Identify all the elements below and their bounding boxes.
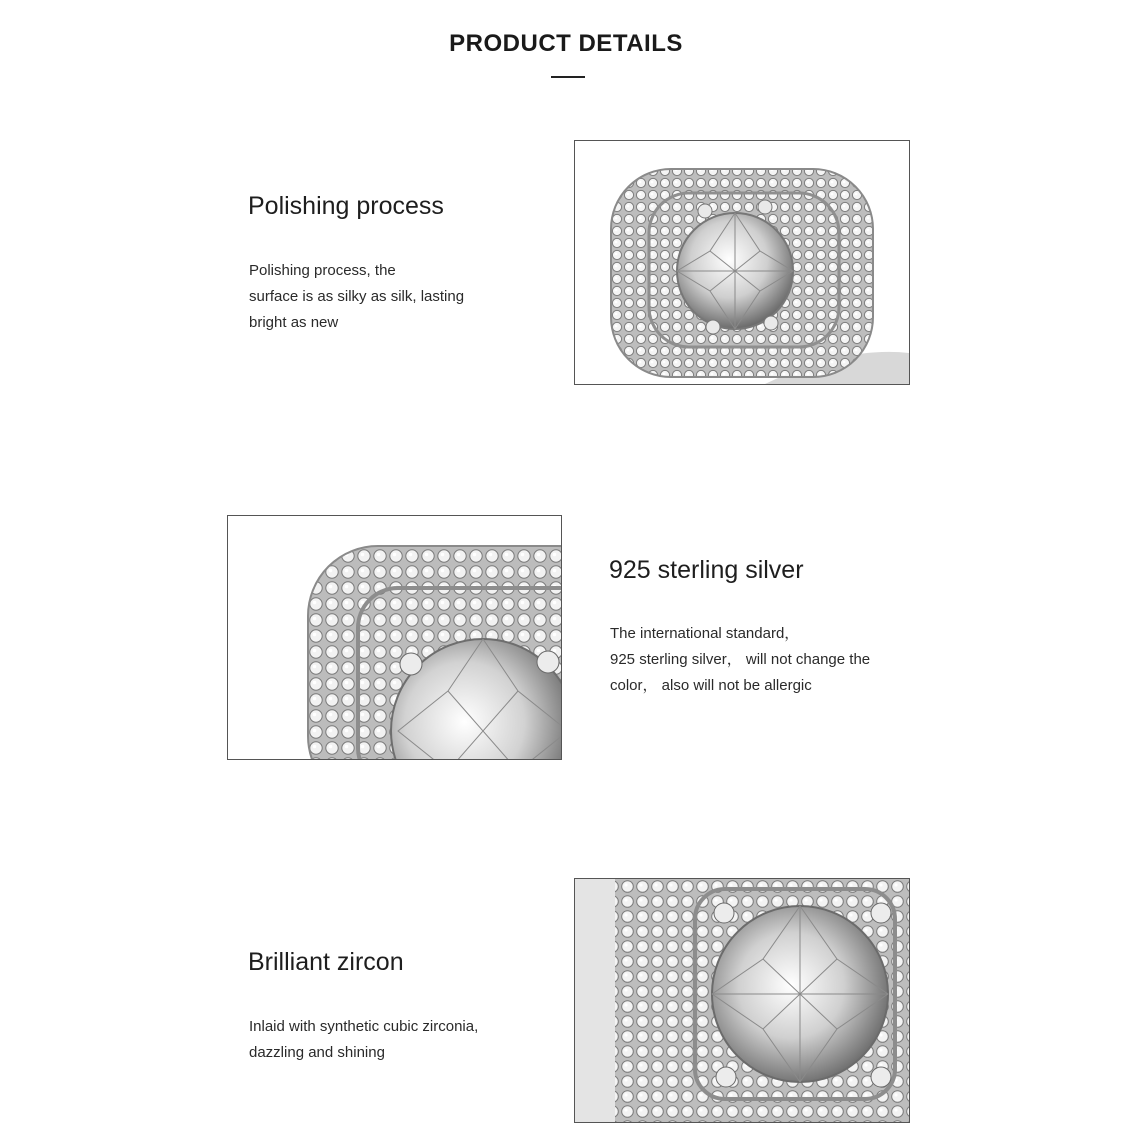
ring-closeup-photo-1 bbox=[574, 140, 910, 385]
description-line: color， also will not be allergic bbox=[610, 677, 812, 694]
title-divider bbox=[551, 76, 585, 78]
description-line: Inlaid with synthetic cubic zirconia, bbox=[249, 1018, 479, 1035]
description-line: surface is as silky as silk, lasting bbox=[249, 288, 465, 305]
description-line: Polishing process, the bbox=[249, 262, 396, 279]
ring-closeup-photo-2 bbox=[227, 515, 562, 760]
description-line: dazzling and shining bbox=[249, 1044, 385, 1061]
page-title: PRODUCT DETAILS bbox=[449, 30, 683, 57]
section-description-silver bbox=[610, 621, 870, 699]
description-line: The international standard， bbox=[610, 625, 800, 642]
section-heading-zircon: Brilliant zircon bbox=[248, 948, 404, 976]
ring-closeup-photo-3 bbox=[574, 878, 910, 1123]
section-heading-polishing: Polishing process bbox=[248, 192, 444, 220]
description-line: bright as new bbox=[249, 314, 339, 331]
description-line: 925 sterling silver， will not change the bbox=[610, 651, 871, 668]
section-description-zircon bbox=[249, 1014, 478, 1066]
section-description-polishing bbox=[249, 258, 464, 336]
section-heading-silver: 925 sterling silver bbox=[609, 556, 804, 584]
